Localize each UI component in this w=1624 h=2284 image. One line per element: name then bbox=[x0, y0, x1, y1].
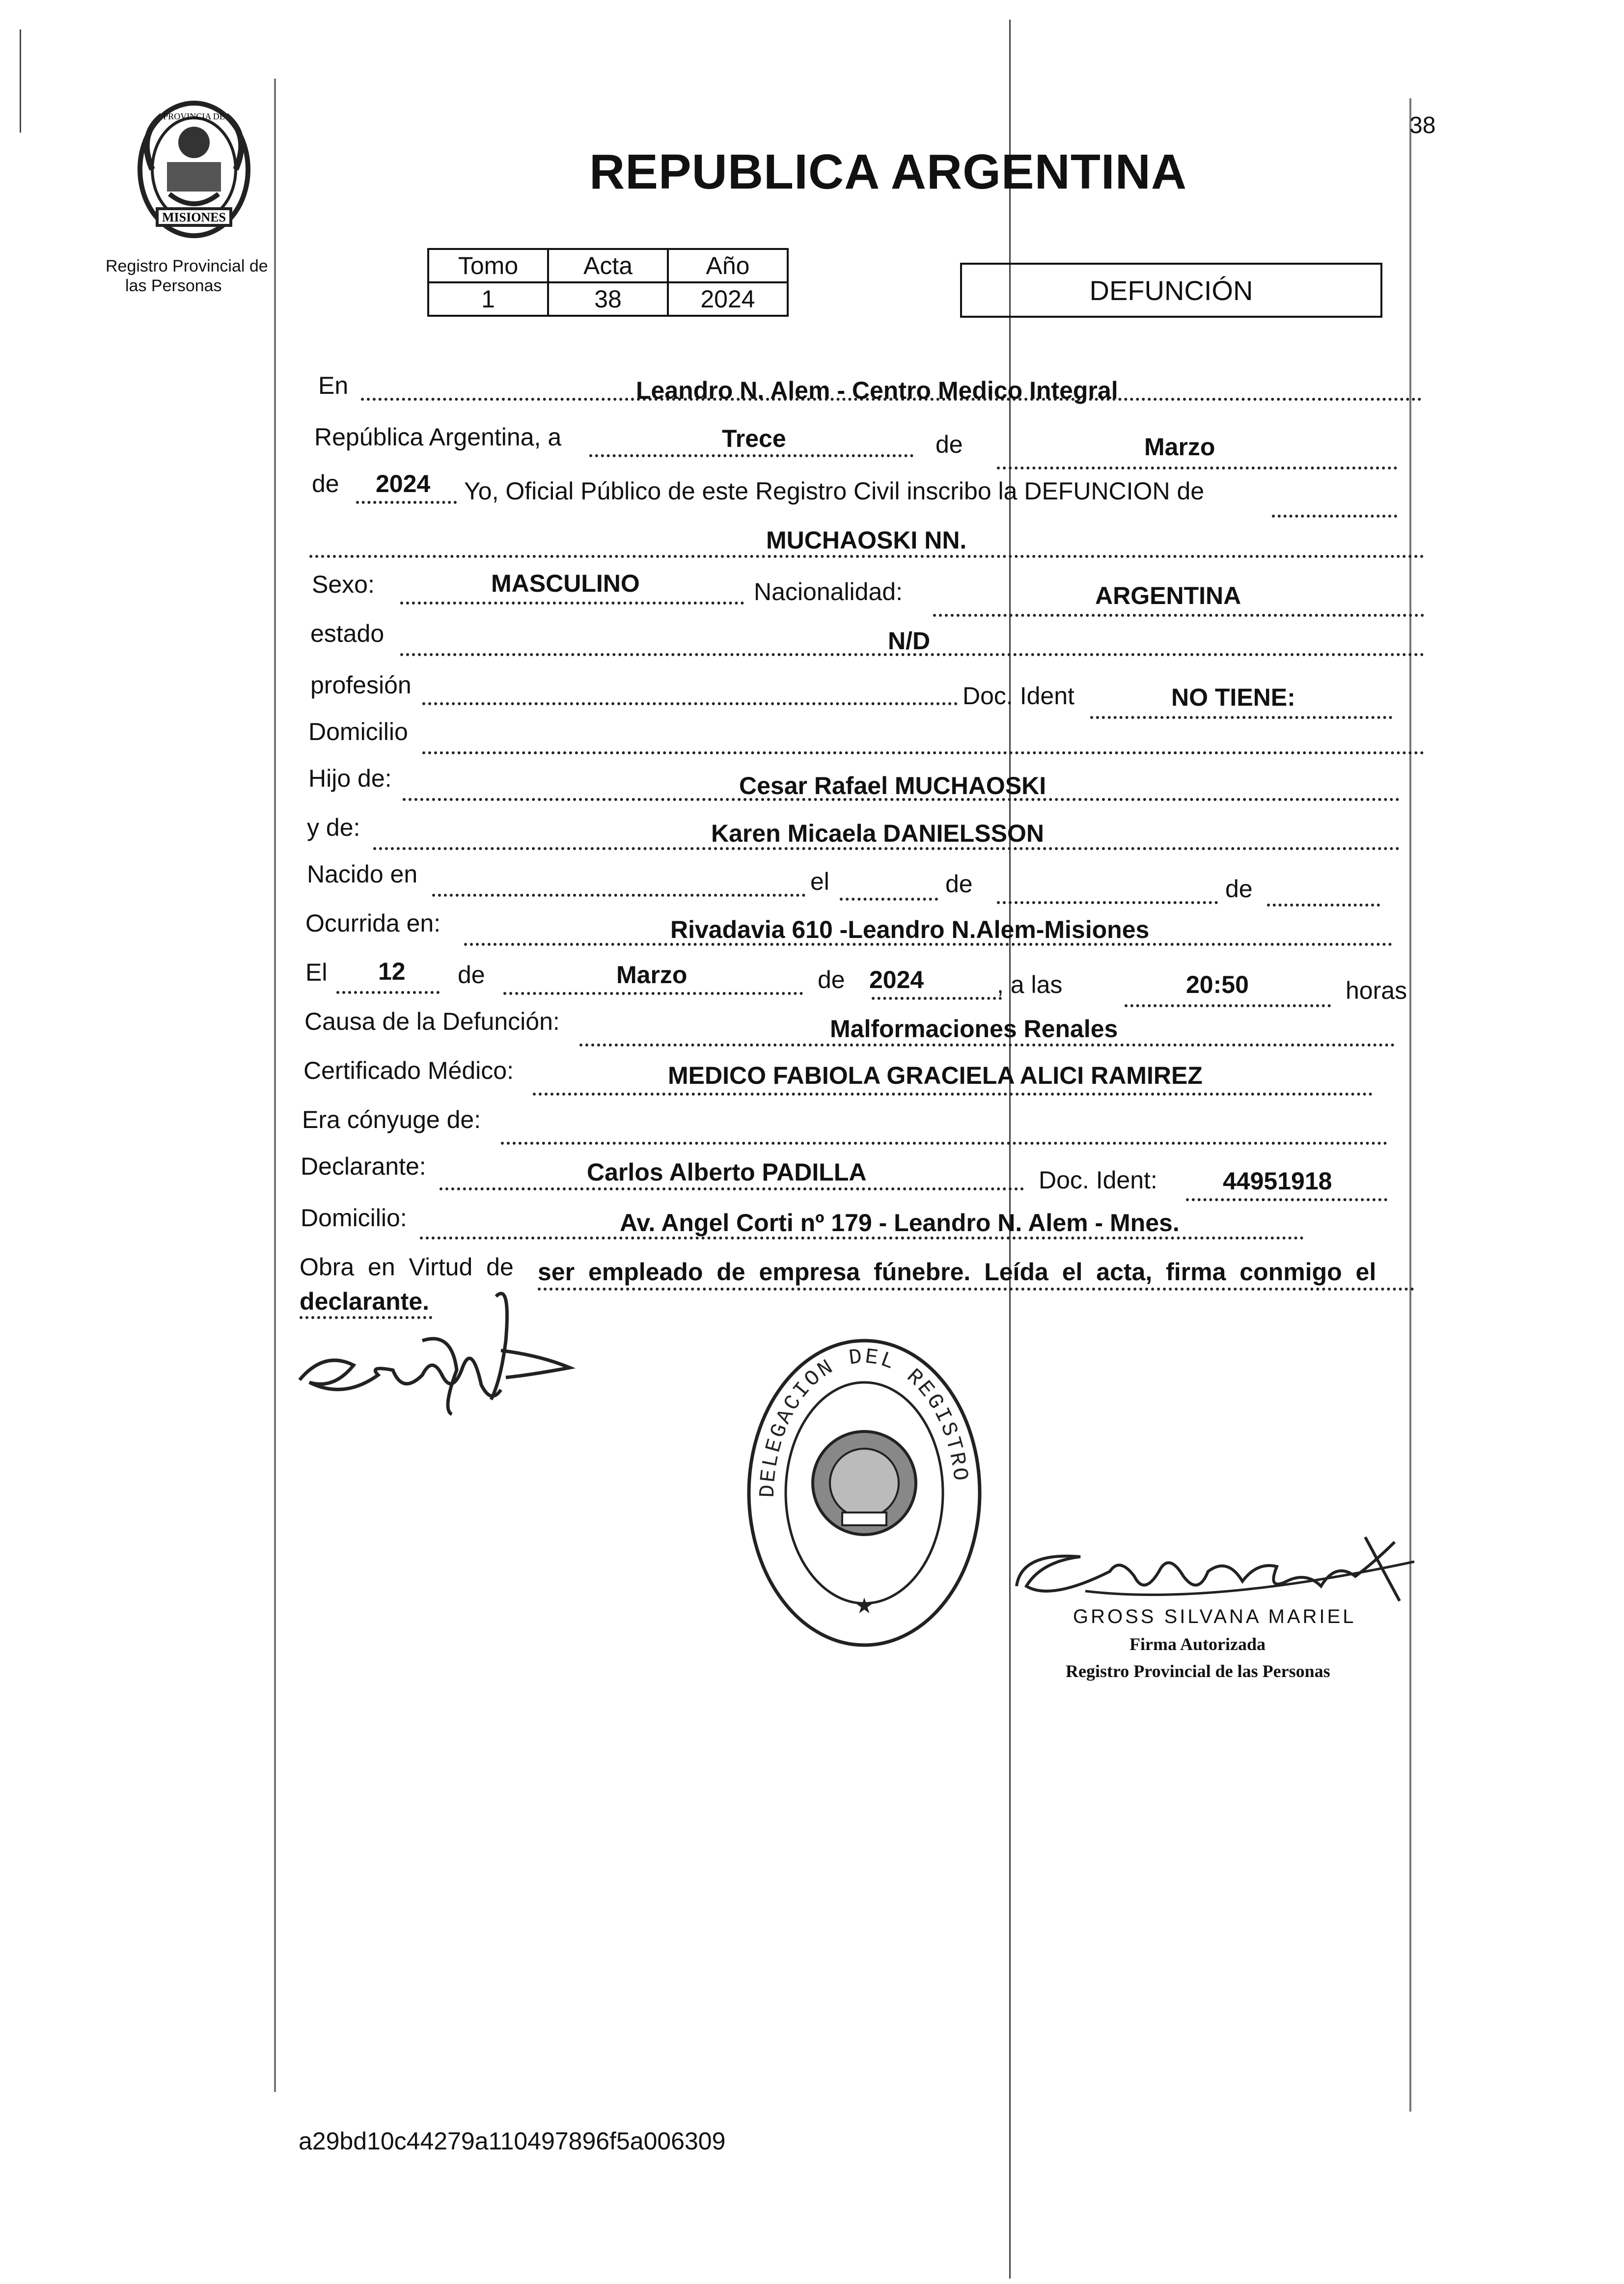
label-horas: horas bbox=[1346, 977, 1407, 1004]
value-causa: Malformaciones Renales bbox=[830, 1015, 1118, 1043]
dotted-line-sexo bbox=[400, 602, 744, 605]
label-nacionalidad: Nacionalidad: bbox=[754, 578, 903, 605]
value-certificado: MEDICO FABIOLA GRACIELA ALICI RAMIREZ bbox=[668, 1062, 1203, 1089]
label-y-de: y de: bbox=[307, 814, 360, 841]
label-nacido-en: Nacido en bbox=[307, 860, 418, 888]
label-de4: de bbox=[458, 961, 485, 989]
dotted-line-nacido-anio bbox=[1267, 904, 1380, 907]
dotted-line-declarante bbox=[440, 1187, 1024, 1190]
dotted-line-nacido-dia bbox=[840, 898, 938, 901]
dotted-line-doc-declarante bbox=[1186, 1198, 1387, 1201]
dotted-line-nacido bbox=[432, 894, 805, 897]
label-de-year: de bbox=[312, 470, 339, 497]
value-declarante: Carlos Alberto PADILLA bbox=[587, 1158, 867, 1186]
dotted-line-hora bbox=[1125, 1004, 1331, 1007]
dotted-line-dia-def bbox=[336, 991, 440, 994]
document-hash: a29bd10c44279a110497896f5a006309 bbox=[299, 2127, 726, 2155]
document-type-box bbox=[960, 263, 1382, 318]
svg-text:PROVINCIA DE: PROVINCIA DE bbox=[163, 111, 225, 121]
tomo-value: 1 bbox=[428, 282, 548, 316]
label-a-las: , a las bbox=[997, 971, 1063, 998]
value-mes: Marzo bbox=[1144, 433, 1215, 461]
value-obra-line1: ser empleado de empresa fúnebre. Leída el acta, firma conmigo el bbox=[538, 1258, 1376, 1286]
authorized-signature bbox=[1012, 1532, 1419, 1611]
svg-text:MISIONES: MISIONES bbox=[162, 210, 226, 224]
value-anio: 2024 bbox=[376, 470, 431, 497]
dotted-line-dia bbox=[589, 454, 913, 457]
label-el: el bbox=[810, 868, 829, 895]
dotted-line-certificado bbox=[533, 1093, 1373, 1096]
label-hijo-de: Hijo de: bbox=[308, 765, 392, 792]
acta-header: Acta bbox=[548, 249, 668, 282]
value-lugar: Leandro N. Alem - Centro Medico Integral bbox=[636, 377, 1118, 404]
signatory-office: Registro Provincial de las Personas bbox=[1066, 1661, 1330, 1681]
anio-header: Año bbox=[668, 249, 788, 282]
label-sexo: Sexo: bbox=[312, 571, 375, 598]
value-ocurrida: Rivadavia 610 -Leandro N.Alem-Misiones bbox=[670, 916, 1150, 943]
value-estado: N/D bbox=[888, 627, 931, 655]
label-el-cap: El bbox=[305, 959, 328, 986]
acta-value: 38 bbox=[548, 282, 668, 316]
dotted-line-causa bbox=[579, 1044, 1395, 1046]
label-certificado: Certificado Médico: bbox=[303, 1057, 514, 1084]
value-nombre: MUCHAOSKI NN. bbox=[766, 526, 967, 554]
value-madre: Karen Micaela DANIELSSON bbox=[711, 820, 1044, 847]
label-doc-ident: Doc. Ident bbox=[963, 682, 1074, 710]
tomo-header: Tomo bbox=[428, 249, 548, 282]
dotted-line-mes bbox=[997, 467, 1397, 469]
label-domicilio-declarante: Domicilio: bbox=[301, 1204, 407, 1232]
label-de: de bbox=[936, 431, 963, 458]
scan-line-left bbox=[20, 29, 21, 133]
value-mes-def: Marzo bbox=[616, 961, 688, 989]
svg-text:DELEGACION DEL REGISTRO PROVIN: DELEGACION DEL REGISTRO bbox=[755, 1345, 972, 1498]
value-padre: Cesar Rafael MUCHAOSKI bbox=[739, 772, 1046, 799]
dotted-line-domicilio bbox=[422, 751, 1424, 754]
dotted-line-conyuge bbox=[501, 1142, 1387, 1145]
label-de2: de bbox=[945, 870, 973, 898]
value-hora: 20:50 bbox=[1186, 971, 1249, 998]
page-number: 38 bbox=[1409, 112, 1436, 138]
scan-line-margin-left bbox=[274, 79, 276, 2092]
label-ocurrida-en: Ocurrida en: bbox=[305, 909, 441, 937]
registry-name-line1: Registro Provincial de bbox=[106, 257, 268, 275]
document-type: DEFUNCIÓN bbox=[1089, 275, 1253, 306]
label-obra: Obra en Virtud de bbox=[300, 1253, 514, 1281]
dotted-line-defuncion-de bbox=[1272, 515, 1397, 518]
label-de5: de bbox=[818, 966, 845, 993]
label-en: En bbox=[318, 372, 349, 399]
scan-line-fold bbox=[1009, 20, 1011, 2279]
dotted-line-domicilio-declarante bbox=[420, 1237, 1304, 1239]
label-domicilio: Domicilio bbox=[308, 718, 408, 745]
signatory-role: Firma Autorizada bbox=[1129, 1634, 1266, 1654]
dotted-line-doc bbox=[1090, 716, 1392, 719]
dotted-line-anio bbox=[356, 501, 457, 504]
label-profesion: profesión bbox=[310, 671, 412, 699]
registry-name-line2: las Personas bbox=[125, 276, 222, 295]
anio-value: 2024 bbox=[668, 282, 788, 316]
label-de3: de bbox=[1225, 875, 1253, 903]
dotted-line-nombre bbox=[309, 555, 1424, 558]
dotted-line-mes-def bbox=[503, 992, 803, 995]
dotted-line-anio-def bbox=[872, 997, 1002, 1000]
value-doc-declarante: 44951918 bbox=[1223, 1167, 1332, 1195]
provincial-seal-icon bbox=[123, 96, 265, 243]
value-dia-def: 12 bbox=[378, 958, 406, 985]
label-doc-ident-declarante: Doc. Ident: bbox=[1039, 1166, 1157, 1194]
label-yo-oficial: Yo, Oficial Público de este Registro Civil inscribo la DEFUNCION de bbox=[464, 477, 1205, 505]
label-republica: República Argentina, a bbox=[314, 423, 562, 451]
dotted-line-nacionalidad bbox=[933, 614, 1424, 617]
value-dia: Trece bbox=[722, 425, 786, 452]
declarant-signature bbox=[295, 1277, 579, 1424]
label-causa: Causa de la Defunción: bbox=[304, 1008, 560, 1035]
dotted-line-madre bbox=[373, 847, 1400, 850]
acta-reference-table bbox=[427, 248, 789, 317]
value-doc-ident: NO TIENE: bbox=[1171, 684, 1295, 711]
dotted-line-nacido-mes bbox=[997, 901, 1218, 904]
label-conyuge: Era cónyuge de: bbox=[302, 1106, 481, 1133]
label-declarante: Declarante: bbox=[301, 1153, 426, 1180]
value-sexo: MASCULINO bbox=[491, 570, 640, 597]
label-estado: estado bbox=[310, 620, 385, 647]
value-domicilio-declarante: Av. Angel Corti nº 179 - Leandro N. Alem - Mnes. bbox=[620, 1209, 1180, 1237]
registry-delegation-stamp bbox=[744, 1336, 985, 1650]
value-nacionalidad: ARGENTINA bbox=[1095, 582, 1241, 609]
signatory-name: GROSS SILVANA MARIEL bbox=[1073, 1606, 1356, 1627]
dotted-line-profesion bbox=[422, 702, 958, 705]
svg-text:★: ★ bbox=[854, 1594, 874, 1619]
dotted-line-obra bbox=[538, 1288, 1414, 1291]
value-anio-def: 2024 bbox=[869, 966, 924, 993]
value-obra-line2: declarante. bbox=[300, 1288, 430, 1315]
country-title: REPUBLICA ARGENTINA bbox=[589, 144, 1187, 199]
